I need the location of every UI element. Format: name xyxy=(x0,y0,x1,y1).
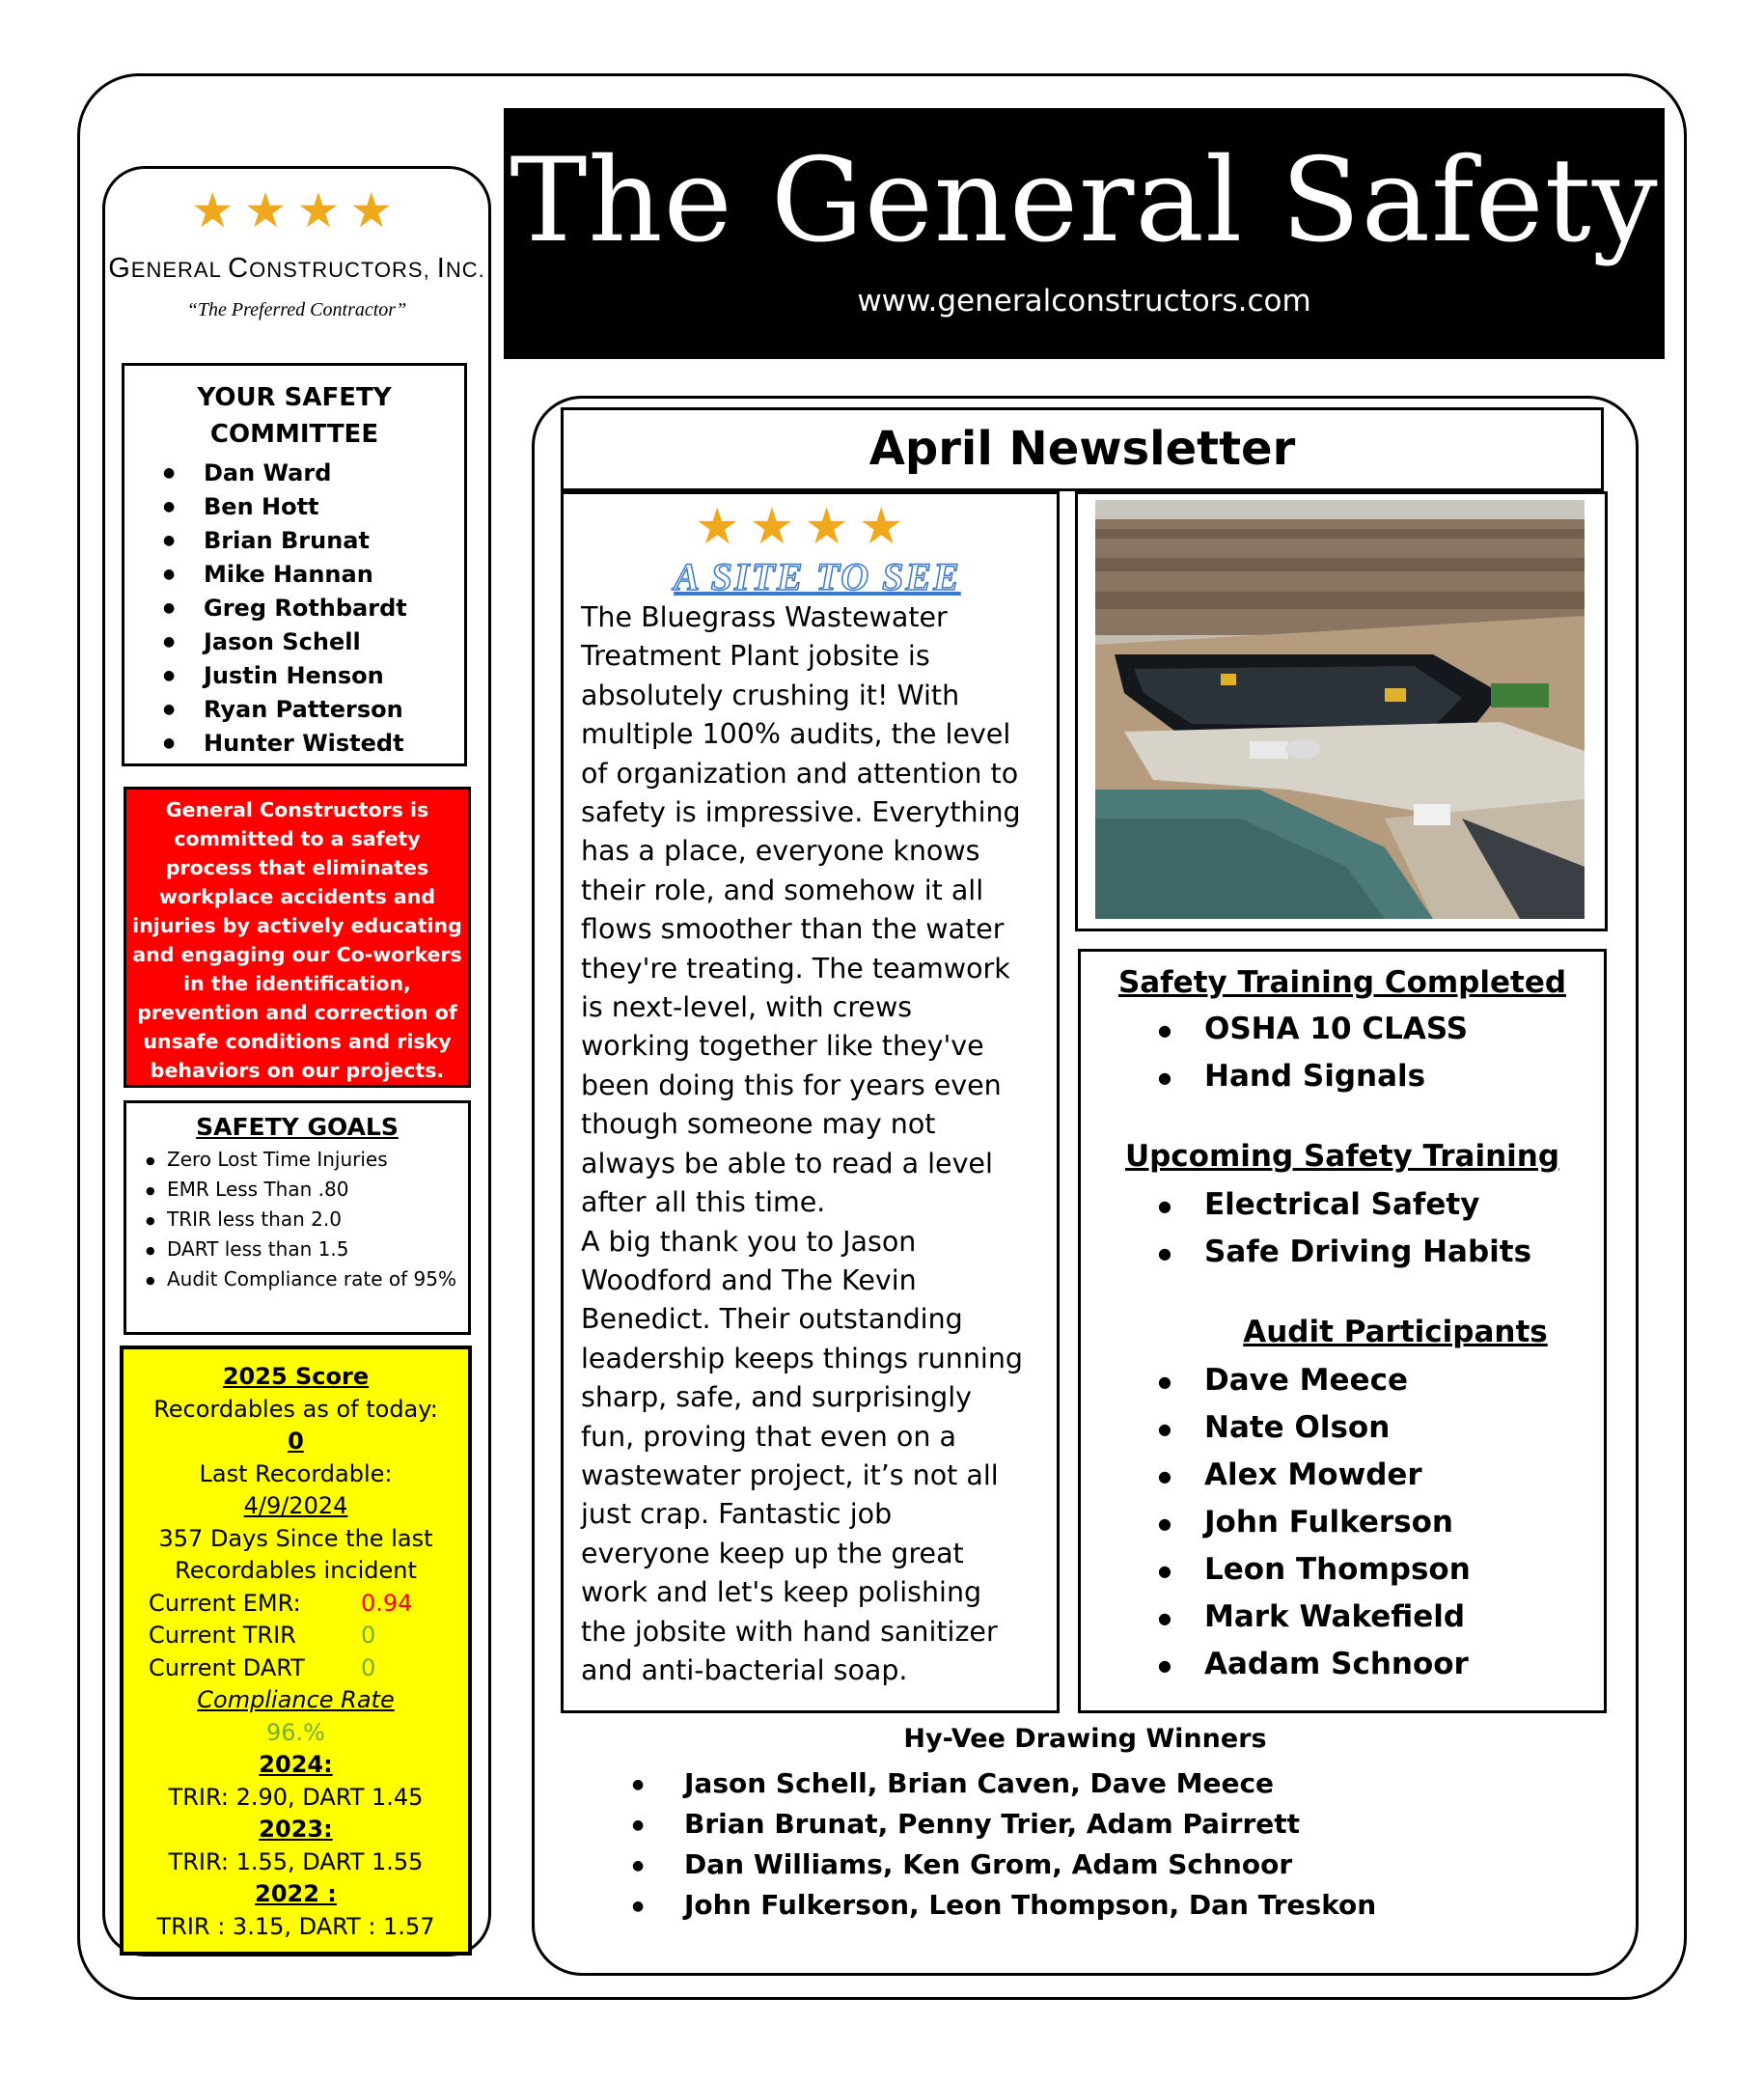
audit-participants-title: Audit Participants xyxy=(1243,1315,1548,1349)
score-box xyxy=(120,1346,472,1956)
last-recordable-value: 4/9/2024 xyxy=(243,1492,348,1519)
recordables-label: Recordables as of today: xyxy=(153,1395,438,1423)
winner-item: ● John Fulkerson, Leon Thompson, Dan Treskon xyxy=(632,1886,1376,1927)
winners-list xyxy=(632,1764,1376,1927)
trir-row xyxy=(124,1620,468,1652)
trir-value: 0 xyxy=(361,1622,376,1649)
audit-participant: ● Leon Thompson xyxy=(1081,1548,1604,1595)
mission-statement: General Constructors is committed to a safety process that eliminates workplace accidents and injuries by actively educating and engaging our Co-workers in the identification, prevention and correction of unsafe conditions and risky behaviors on our projects. xyxy=(124,787,471,1088)
committee-member: ● Justin Henson xyxy=(163,659,464,693)
upcoming-training-item: ● Electrical Safety xyxy=(1081,1183,1604,1231)
committee-list xyxy=(124,457,464,761)
company-name xyxy=(102,253,491,285)
company-initial: I xyxy=(436,253,446,284)
safety-goal-item: ● Zero Lost Time Injuries xyxy=(146,1145,460,1175)
training-box xyxy=(1078,949,1607,1713)
winner-item: ● Dan Williams, Ken Grom, Adam Schnoor xyxy=(632,1845,1376,1886)
emr-label: Current EMR: xyxy=(149,1589,301,1617)
masthead-banner xyxy=(504,108,1665,359)
committee-member: ● Dan Ward xyxy=(163,457,464,490)
year-2024-label: 2024: xyxy=(259,1751,333,1778)
last-recordable-label: Last Recordable: xyxy=(199,1459,393,1487)
safety-goal-item: ● TRIR less than 2.0 xyxy=(146,1205,460,1235)
compliance-value: 96.% xyxy=(266,1718,325,1746)
audit-participant: ● John Fulkerson xyxy=(1081,1501,1604,1548)
trir-label: Current TRIR xyxy=(149,1622,296,1649)
article-stars: ★★★★ xyxy=(695,498,914,556)
year-2023-value: TRIR: 1.55, DART 1.55 xyxy=(168,1847,424,1875)
committee-title: YOUR SAFETY COMMITTEE xyxy=(197,383,392,449)
audit-participant: ● Alex Mowder xyxy=(1081,1454,1604,1501)
committee-member: ● Ben Hott xyxy=(163,490,464,524)
committee-member: ● Mike Hannan xyxy=(163,558,464,592)
audit-participant: ● Aadam Schnoor xyxy=(1081,1643,1604,1690)
audit-participant: ● Nate Olson xyxy=(1081,1406,1604,1454)
recordables-value: 0 xyxy=(288,1428,304,1455)
emr-value: 0.94 xyxy=(361,1589,413,1617)
score-title: 2025 Score xyxy=(222,1363,370,1390)
days-since-line2: Recordables incident xyxy=(175,1557,417,1584)
year-2024-value: TRIR: 2.90, DART 1.45 xyxy=(168,1783,424,1811)
goals-title: SAFETY GOALS xyxy=(196,1113,399,1141)
year-2022-label: 2022 : xyxy=(255,1880,337,1907)
safety-committee-box xyxy=(122,363,467,766)
completed-training-title: Safety Training Completed xyxy=(1117,965,1567,1000)
audit-participant: ● Mark Wakefield xyxy=(1081,1595,1604,1643)
company-part: ENERAL xyxy=(130,258,229,282)
audit-participant: ● Dave Meece xyxy=(1081,1359,1604,1406)
completed-training-item: ● Hand Signals xyxy=(1081,1055,1604,1102)
committee-member: ● Jason Schell xyxy=(163,625,464,659)
committee-member: ● Brian Brunat xyxy=(163,524,464,558)
masthead-title: The General Safety xyxy=(510,134,1659,268)
upcoming-training-list xyxy=(1081,1183,1604,1278)
company-tagline: “The Preferred Contractor” xyxy=(186,299,407,320)
company-part: NC. xyxy=(445,258,485,282)
logo-stars: ★★★★ xyxy=(190,182,403,238)
safety-goal-item: ● EMR Less Than .80 xyxy=(146,1175,460,1205)
company-part: ONSTRUCTORS, xyxy=(249,258,437,282)
website-link[interactable]: www.generalconstructors.com xyxy=(857,284,1311,319)
safety-goals-box xyxy=(124,1100,471,1335)
safety-goal-item: ● Audit Compliance rate of 95% xyxy=(146,1264,460,1294)
winners-title: Hy-Vee Drawing Winners xyxy=(903,1724,1267,1754)
compliance-label: Compliance Rate xyxy=(197,1686,395,1713)
article-body: The Bluegrass Wastewater Treatment Plant jobsite is absolutely crushing it! With multiple 100% audits, the level of organization and attention to safety is impressive. Everything has a place, everyone knows their role, and somehow it all flows smoother than the water they're treating. The teamwork is next-level, with crews working together like they've been doing this for years even though someone may not always be able to read a level after all this time. A big thank you to Jason Woodford and The Kevin Benedict. Their outstanding leadership keeps things running sharp, safe, and surprisingly fun, proving that even on a wastewater project, it’s not all just crap. Fantastic job everyone keep up the great work and let's keep polishing the jobsite with hand sanitizer and anti-bacterial soap. xyxy=(581,601,1023,1686)
year-2023-label: 2023: xyxy=(259,1816,333,1843)
year-2022-value: TRIR : 3.15, DART : 1.57 xyxy=(156,1912,435,1940)
upcoming-training-item: ● Safe Driving Habits xyxy=(1081,1231,1604,1278)
committee-member: ● Greg Rothbardt xyxy=(163,592,464,625)
article-heading: A SITE TO SEE xyxy=(674,555,961,598)
company-initial: G xyxy=(108,253,131,284)
jobsite-aerial-photo xyxy=(1095,500,1585,919)
dart-row xyxy=(124,1652,468,1685)
dart-value: 0 xyxy=(361,1653,376,1681)
winner-item: ● Jason Schell, Brian Caven, Dave Meece xyxy=(632,1764,1376,1805)
safety-goal-item: ● DART less than 1.5 xyxy=(146,1235,460,1264)
completed-training-list xyxy=(1081,1008,1604,1102)
completed-training-item: ● OSHA 10 CLASS xyxy=(1081,1008,1604,1055)
newsletter-title: April Newsletter xyxy=(561,407,1604,491)
winner-item: ● Brian Brunat, Penny Trier, Adam Pairrett xyxy=(632,1805,1376,1845)
company-initial: C xyxy=(228,253,250,284)
committee-member: ● Ryan Patterson xyxy=(163,693,464,727)
days-since-line1: 357 Days Since the last xyxy=(158,1524,433,1552)
upcoming-training-title: Upcoming Safety Training xyxy=(1124,1139,1560,1174)
committee-member: ● Hunter Wistedt xyxy=(163,727,464,761)
dart-label: Current DART xyxy=(149,1653,305,1681)
goals-list xyxy=(126,1145,468,1294)
audit-participants-list xyxy=(1081,1359,1604,1690)
emr-row xyxy=(124,1588,468,1621)
